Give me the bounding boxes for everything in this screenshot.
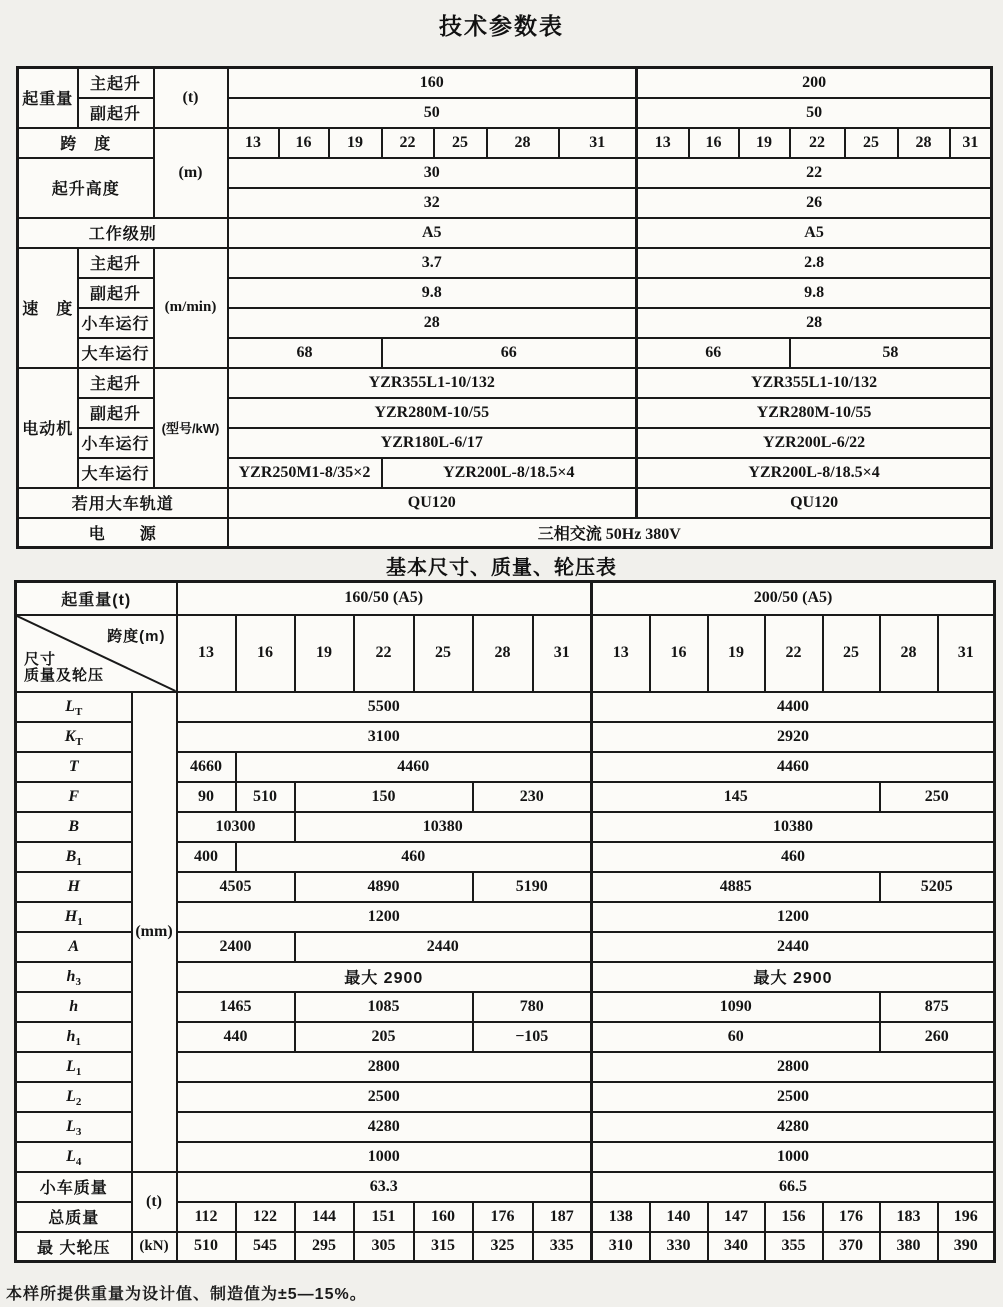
row-label: 最 大轮压: [16, 1232, 132, 1262]
duty-class-row: [18, 218, 992, 248]
value-cell: YZR200L-8/18.5×4: [382, 458, 637, 488]
value-cell: 545: [236, 1232, 295, 1262]
dims-table-title: 基本尺寸、质量、轮压表: [386, 557, 617, 579]
value-cell: 335: [533, 1232, 592, 1262]
value-cell: 4280: [177, 1112, 592, 1142]
value-cell: 90: [177, 782, 236, 812]
row-sublabel: 小车运行: [78, 428, 154, 458]
value-cell: 31: [950, 128, 992, 158]
span-axis-label: 跨度(m): [107, 627, 166, 645]
value-cell: YZR200L-8/18.5×4: [637, 458, 992, 488]
tech-params-table-title: 技术参数表: [439, 13, 564, 39]
value-cell: 25: [414, 615, 473, 692]
value-cell: 4505: [177, 872, 295, 902]
span-row: [18, 128, 992, 158]
value-cell: 144: [295, 1202, 354, 1232]
value-cell: 19: [708, 615, 765, 692]
value-cell: 1200: [177, 902, 592, 932]
value-cell: YZR280M-10/55: [228, 398, 637, 428]
value-cell: 19: [739, 128, 790, 158]
row-label: $H_1$: [16, 902, 132, 932]
value-cell: 28: [228, 308, 637, 338]
row-sublabel: 主起升: [78, 68, 154, 98]
value-cell: 1000: [592, 1142, 995, 1172]
row-label: 电 源: [18, 518, 228, 548]
value-cell: 460: [592, 842, 995, 872]
value-cell: 1200: [592, 902, 995, 932]
value-cell: 28: [880, 615, 938, 692]
value-cell: 三相交流 50Hz 380V: [228, 518, 992, 548]
value-cell: YZR180L-6/17: [228, 428, 637, 458]
row-label: H: [16, 872, 132, 902]
value-cell: 32: [228, 188, 637, 218]
row-label: $h_1$: [16, 1022, 132, 1052]
value-cell: 160: [414, 1202, 473, 1232]
row-label: A: [16, 932, 132, 962]
value-cell: 31: [938, 615, 995, 692]
value-cell: 2.8: [637, 248, 992, 278]
value-cell: 2800: [592, 1052, 995, 1082]
value-cell: YZR355L1-10/132: [637, 368, 992, 398]
value-cell: 22: [637, 158, 992, 188]
value-cell: 28: [637, 308, 992, 338]
value-cell: 330: [650, 1232, 708, 1262]
value-cell: 380: [880, 1232, 938, 1262]
row-label: $K_T$: [16, 722, 132, 752]
value-cell: 25: [434, 128, 487, 158]
row-label: $B_1$: [16, 842, 132, 872]
row-label: 总质量: [16, 1202, 132, 1232]
value-cell: 510: [236, 782, 295, 812]
value-cell: 400: [177, 842, 236, 872]
value-cell: 1000: [177, 1142, 592, 1172]
unit-label: (t): [132, 1172, 177, 1232]
value-cell: 2440: [295, 932, 592, 962]
unit-label: (mm): [132, 692, 177, 1172]
value-cell: 176: [823, 1202, 880, 1232]
value-cell: 13: [637, 128, 689, 158]
tech-params-table: [16, 66, 993, 549]
unit-label: (m): [154, 128, 228, 218]
value-cell: 510: [177, 1232, 236, 1262]
power-row: [18, 518, 992, 548]
value-cell: 200: [637, 68, 992, 98]
value-cell: 22: [382, 128, 434, 158]
footnote: 本样所提供重量为设计值、制造值为±5—15%。: [6, 1286, 367, 1303]
value-cell: 4885: [592, 872, 880, 902]
value-cell: 66: [382, 338, 637, 368]
value-cell: 140: [650, 1202, 708, 1232]
value-cell: 13: [228, 128, 279, 158]
value-cell: A5: [637, 218, 992, 248]
row-label: $L_1$: [16, 1052, 132, 1082]
row-sublabel: 副起升: [78, 98, 154, 128]
value-cell: 205: [295, 1022, 473, 1052]
value-cell: 最大 2900: [592, 962, 995, 992]
value-cell: 4280: [592, 1112, 995, 1142]
value-cell: 28: [487, 128, 559, 158]
value-cell: 160: [228, 68, 637, 98]
value-cell: 355: [765, 1232, 823, 1262]
value-cell: 122: [236, 1202, 295, 1232]
value-cell: 230: [473, 782, 592, 812]
row-sublabel: 主起升: [78, 248, 154, 278]
value-cell: 183: [880, 1202, 938, 1232]
row-label: 小车质量: [16, 1172, 132, 1202]
value-cell: 145: [592, 782, 880, 812]
capacity-main-row: [18, 68, 992, 98]
value-cell: 295: [295, 1232, 354, 1262]
capacity-header-row: [16, 582, 995, 615]
value-cell: QU120: [637, 488, 992, 518]
row-label: T: [16, 752, 132, 782]
value-cell: 2800: [177, 1052, 592, 1082]
value-cell: 3100: [177, 722, 592, 752]
value-cell: 780: [473, 992, 592, 1022]
value-cell: 13: [592, 615, 650, 692]
group-header: 160/50 (A5): [177, 582, 592, 615]
dim-symbol: L: [66, 1147, 76, 1165]
value-cell: 196: [938, 1202, 995, 1232]
value-cell: 31: [533, 615, 592, 692]
dim-symbol: L: [65, 697, 75, 715]
value-cell: 4460: [236, 752, 592, 782]
row-label: 起重量: [18, 68, 78, 128]
value-cell: 25: [845, 128, 898, 158]
value-cell: 340: [708, 1232, 765, 1262]
value-cell: 22: [790, 128, 845, 158]
dims-mass-wheel-load-table: [14, 580, 996, 1263]
value-cell: YZR200L-6/22: [637, 428, 992, 458]
value-cell: 9.8: [637, 278, 992, 308]
value-cell: 50: [228, 98, 637, 128]
group-header: 200/50 (A5): [592, 582, 995, 615]
value-cell: YZR355L1-10/132: [228, 368, 637, 398]
value-cell: YZR250M1-8/35×2: [228, 458, 382, 488]
value-cell: 16: [279, 128, 329, 158]
value-cell: 315: [414, 1232, 473, 1262]
max-wheel-load-row: [16, 1232, 995, 1262]
value-cell: 2500: [592, 1082, 995, 1112]
row-sublabel: 大车运行: [78, 458, 154, 488]
row-sublabel: 小车运行: [78, 308, 154, 338]
value-cell: 28: [473, 615, 533, 692]
row-sublabel: 主起升: [78, 368, 154, 398]
row-label: $L_3$: [16, 1112, 132, 1142]
value-cell: 16: [689, 128, 739, 158]
row-label: $L_4$: [16, 1142, 132, 1172]
value-cell: 22: [354, 615, 414, 692]
dim-symbol: L: [66, 1057, 76, 1075]
value-cell: 25: [823, 615, 880, 692]
value-cell: 305: [354, 1232, 414, 1262]
value-cell: 4460: [592, 752, 995, 782]
value-cell: 68: [228, 338, 382, 368]
value-cell: 2920: [592, 722, 995, 752]
value-cell: YZR280M-10/55: [637, 398, 992, 428]
dim-symbol: L: [66, 1087, 76, 1105]
value-cell: 10380: [295, 812, 592, 842]
value-cell: 250: [880, 782, 995, 812]
value-cell: 13: [177, 615, 236, 692]
value-cell: 310: [592, 1232, 650, 1262]
row-label: 跨 度: [18, 128, 154, 158]
value-cell: 390: [938, 1232, 995, 1262]
value-cell: 66.5: [592, 1172, 995, 1202]
value-cell: 63.3: [177, 1172, 592, 1202]
trolley-mass-row: [16, 1172, 995, 1202]
value-cell: 30: [228, 158, 637, 188]
value-cell: 325: [473, 1232, 533, 1262]
value-cell: 176: [473, 1202, 533, 1232]
value-cell: 31: [559, 128, 637, 158]
row-label: 起升高度: [18, 158, 154, 218]
value-cell: 1085: [295, 992, 473, 1022]
row-label: $L_2$: [16, 1082, 132, 1112]
value-cell: 22: [765, 615, 823, 692]
dim-symbol: h: [66, 1027, 76, 1045]
value-cell: 10300: [177, 812, 295, 842]
row-label: 电动机: [18, 368, 78, 488]
span-header-row: [16, 615, 995, 692]
value-cell: 9.8: [228, 278, 637, 308]
value-cell: 19: [329, 128, 382, 158]
value-cell: 50: [637, 98, 992, 128]
value-cell: 4400: [592, 692, 995, 722]
speed-main-hoist-row: [18, 248, 992, 278]
value-cell: 28: [898, 128, 950, 158]
dim-symbol: K: [64, 727, 76, 745]
value-cell: 58: [790, 338, 992, 368]
row-label: $h_3$: [16, 962, 132, 992]
row-label: F: [16, 782, 132, 812]
row-sublabel: 副起升: [78, 278, 154, 308]
value-cell: 1090: [592, 992, 880, 1022]
value-cell: 26: [637, 188, 992, 218]
value-cell: 440: [177, 1022, 295, 1052]
value-cell: −105: [473, 1022, 592, 1052]
value-cell: 875: [880, 992, 995, 1022]
value-cell: 66: [637, 338, 790, 368]
value-cell: 187: [533, 1202, 592, 1232]
row-label: 若用大车轨道: [18, 488, 228, 518]
unit-label: (型号/kW): [154, 368, 228, 488]
value-cell: 150: [295, 782, 473, 812]
unit-label: (t): [154, 68, 228, 128]
value-cell: 2400: [177, 932, 295, 962]
value-cell: 151: [354, 1202, 414, 1232]
value-cell: 4890: [295, 872, 473, 902]
motor-main-hoist-row: [18, 368, 992, 398]
value-cell: 10380: [592, 812, 995, 842]
value-cell: 138: [592, 1202, 650, 1232]
value-cell: 最大 2900: [177, 962, 592, 992]
value-cell: 5190: [473, 872, 592, 902]
value-cell: 5500: [177, 692, 592, 722]
row-label: 速 度: [18, 248, 78, 368]
value-cell: 2500: [177, 1082, 592, 1112]
mass-wheel-axis-label: 质量及轮压: [24, 666, 105, 684]
value-cell: 16: [236, 615, 295, 692]
value-cell: 147: [708, 1202, 765, 1232]
row-label: B: [16, 812, 132, 842]
dim-symbol: L: [66, 1117, 76, 1135]
value-cell: 60: [592, 1022, 880, 1052]
rail-row: [18, 488, 992, 518]
value-cell: 460: [236, 842, 592, 872]
unit-label: (m/min): [154, 248, 228, 368]
dim-symbol: h: [66, 967, 76, 985]
value-cell: 1465: [177, 992, 295, 1022]
unit-label: (kN): [132, 1232, 177, 1262]
value-cell: 4660: [177, 752, 236, 782]
value-cell: QU120: [228, 488, 637, 518]
value-cell: 2440: [592, 932, 995, 962]
diagonal-header-cell: [16, 615, 177, 692]
dim-symbol: B: [65, 847, 77, 865]
row-label: $L_T$: [16, 692, 132, 722]
dim-symbol: H: [64, 907, 78, 925]
value-cell: A5: [228, 218, 637, 248]
row-label: h: [16, 992, 132, 1022]
row-label: 起重量(t): [16, 582, 177, 615]
value-cell: 19: [295, 615, 354, 692]
value-cell: 5205: [880, 872, 995, 902]
value-cell: 260: [880, 1022, 995, 1052]
value-cell: 16: [650, 615, 708, 692]
value-cell: 112: [177, 1202, 236, 1232]
row-label: 工作级别: [18, 218, 228, 248]
value-cell: 156: [765, 1202, 823, 1232]
dims-axis-label: 尺寸: [24, 650, 57, 668]
value-cell: 370: [823, 1232, 880, 1262]
value-cell: 3.7: [228, 248, 637, 278]
row-sublabel: 副起升: [78, 398, 154, 428]
row-sublabel: 大车运行: [78, 338, 154, 368]
dim-row-LT: [16, 692, 995, 722]
